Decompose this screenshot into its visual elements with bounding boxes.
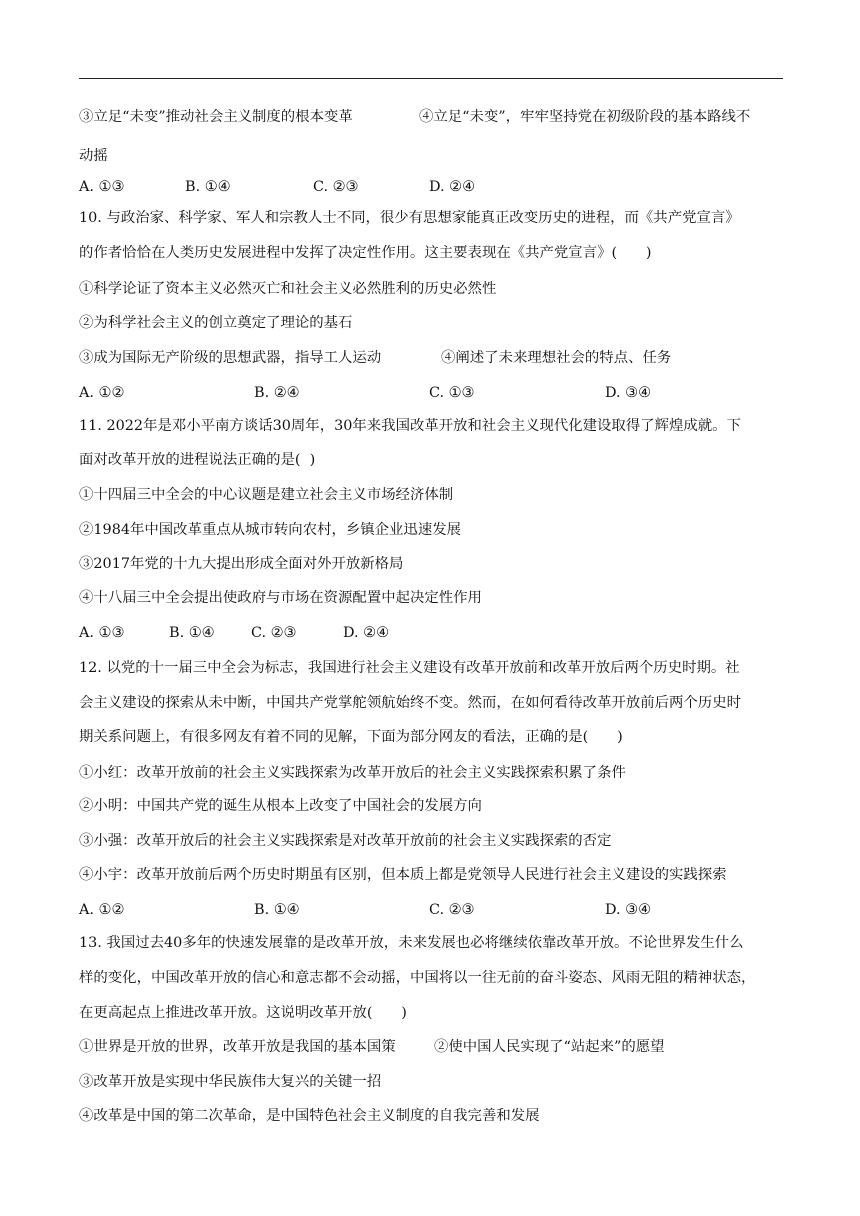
text-line-content: ①科学论证了资本主义必然灭亡和社会主义必然胜利的历史必然性: [79, 281, 497, 297]
text-line-content: ④小宇：改革开放前后两个历史时期虽有区别，但本质上都是党领导人民进行社会主义建设的实践探索: [79, 867, 727, 883]
text-line-content: 的作者恰恰在人类历史发展进程中发挥了决定性作用。这主要表现在《共产党宣言》( ): [79, 245, 652, 261]
text-segment: D. ②④: [343, 625, 389, 641]
text-line-content: 样的变化，中国改革开放的信心和意志都不会动摇，中国将以一往无前的奋斗姿态、风雨无阻的精神状态，: [79, 970, 756, 986]
text-segment: ③成为国际无产阶级的思想武器，指导工人运动: [79, 350, 382, 366]
text-line-content: 在更高起点上推进改革开放。这说明改革开放( ): [79, 1005, 407, 1021]
text-line-content: 12. 以党的十一届三中全会为标志，我国进行社会主义建设有改革开放前和改革开放后两个历史时期。社: [79, 660, 740, 676]
text-line-content: ①十四届三中全会的中心议题是建立社会主义市场经济体制: [79, 487, 454, 503]
text-line-content: 面对改革开放的进程说法正确的是( ): [79, 452, 316, 468]
text-line-content: ①小红：改革开放前的社会主义实践探索为改革开放后的社会主义实践探索积累了条件: [79, 765, 626, 781]
text-segment: D. ③④: [605, 385, 651, 401]
text-segment: B. ①④: [254, 902, 300, 918]
text-segment: ④立足“未变”，牢牢坚持党在初级阶段的基本路线不: [419, 109, 751, 125]
text-line-content: ②为科学社会主义的创立奠定了理论的基石: [79, 315, 353, 331]
text-line-content: ②小明：中国共产党的诞生从根本上改变了中国社会的发展方向: [79, 798, 482, 814]
text-segment: A. ①②: [79, 385, 125, 401]
text-segment: A. ①③: [79, 625, 125, 641]
text-line-content: 11. 2022年是邓小平南方谈话30周年，30年来我国改革开放和社会主义现代化建设取得了辉煌成就。下: [79, 418, 741, 434]
text-segment: A. ①②: [79, 902, 125, 918]
text-line-content: ③改革开放是实现中华民族伟大复兴的关键一招: [79, 1074, 382, 1090]
text-segment: C. ②③: [429, 902, 475, 918]
text-segment: ③立足“未变”推动社会主义制度的根本变革: [79, 109, 353, 125]
text-line-content: 会主义建设的探索从未中断，中国共产党掌舵领航始终不变。然而，在如何看待改革开放前后两个历史时: [79, 695, 741, 711]
text-segment: ②使中国人民实现了“站起来”的愿望: [434, 1039, 665, 1055]
text-line-content: 10. 与政治家、科学家、军人和宗教人士不同，很少有思想家能真正改变历史的进程，而《共产党宣言》: [79, 210, 740, 226]
text-line-content: 动摇: [79, 148, 108, 164]
text-segment: D. ②④: [429, 179, 475, 195]
header-rule: [79, 78, 783, 79]
text-line-content: 期关系问题上，有很多网友有着不同的见解，下面为部分网友的看法，正确的是( ): [79, 729, 623, 745]
text-segment: A. ①③: [79, 179, 125, 195]
text-segment: C. ②③: [251, 625, 297, 641]
text-line-content: ②1984年中国改革重点从城市转向农村，乡镇企业迅速发展: [79, 522, 461, 538]
text-segment: B. ②④: [254, 385, 300, 401]
text-line-content: ③小强：改革开放后的社会主义实践探索是对改革开放前的社会主义实践探索的否定: [79, 833, 612, 849]
text-segment: C. ②③: [313, 179, 359, 195]
text-segment: ④阐述了未来理想社会的特点、任务: [441, 350, 672, 366]
text-line-content: ③2017年党的十九大提出形成全面对外开放新格局: [79, 556, 404, 572]
text-line-content: ④改革是中国的第二次革命，是中国特色社会主义制度的自我完善和发展: [79, 1108, 540, 1124]
text-line-content: 13. 我国过去40多年的快速发展靠的是改革开放，未来发展也必将继续依靠改革开放。不论世界发生什么: [79, 935, 744, 951]
text-segment: C. ①③: [429, 385, 475, 401]
text-line-content: ④十八届三中全会提出使政府与市场在资源配置中起决定性作用: [79, 590, 482, 606]
text-segment: D. ③④: [605, 902, 651, 918]
text-segment: B. ①④: [169, 625, 215, 641]
text-segment: B. ①④: [185, 179, 231, 195]
text-segment: ①世界是开放的世界，改革开放是我国的基本国策: [79, 1039, 396, 1055]
